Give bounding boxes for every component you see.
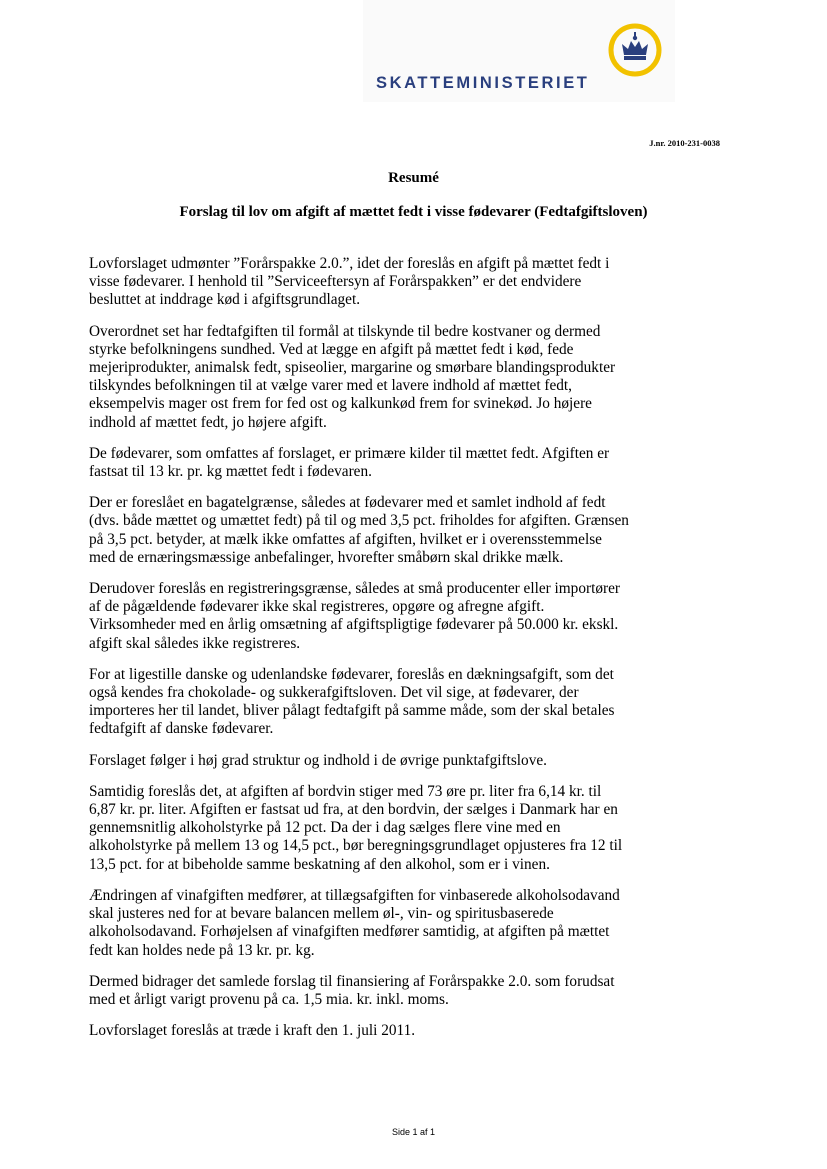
paragraph: Lovforslaget foreslås at træde i kraft den 1. juli 2011.	[89, 1022, 416, 1040]
paragraph: Lovforslaget udmønter ”Forårspakke 2.0.”, idet der foreslås en afgift på mættet fedt i visse fødevarer. I henhold til ”Serviceeftersyn af Forårspakken” er det endvidere besluttet at inddrage kød i afgiftsgrundlaget.	[89, 255, 610, 309]
skatteministeriet-logo	[363, 0, 675, 102]
page-number: Side 1 af 1	[391, 1127, 436, 1137]
logo-text: SKATTEMINISTERIET	[376, 74, 590, 92]
paragraph: Der er foreslået en bagatelgrænse, således at fødevarer med et samlet indhold af fedt (dvs. både mættet og umættet fedt) på til og med 3,5 pct. friholdes for afgiften. Grænsen på 3,5 pct. betyder, at mælk ikke omfattes af afgiften, hvilket er i overensstemmelse med de ernæringsmæssige anbefalinger, hvorefter småbørn skal drikke mælk.	[89, 494, 629, 566]
paragraph: Dermed bidrager det samlede forslag til finansiering af Forårspakke 2.0. som forudsat med et årligt varigt provenu på ca. 1,5 mia. kr. inkl. moms.	[89, 972, 615, 1008]
journal-number: J.nr. 2010-231-0038	[649, 138, 720, 148]
paragraph: For at ligestille danske og udenlandske fødevarer, foreslås en dækningsafgift, som det også kendes fra chokolade- og sukkerafgiftsloven. Det vil sige, at fødevarer, der importeres her til landet, bliver pålagt fedtafgift på samme måde, som der skal betales fedtafgift af danske fødevarer.	[89, 665, 615, 738]
paragraph: Ændringen af vinafgiften medfører, at tillægsafgiften for vinbaserede alkoholsodavand skal justeres ned for at bevare balancen mellem øl-, vin- og spiritusbaserede alkoholsodavand. Forhøjelsen af vinafgiften medfører samtidig, at afgiften på mættet fedt kan holdes nede på 13 kr. pr. kg.	[89, 886, 620, 959]
paragraph: Samtidig foreslås det, at afgiften af bordvin stiger med 73 øre pr. liter fra 6,14 kr. til 6,87 kr. pr. liter. Afgiften er fastsat ud fra, at den bordvin, der sælges i Danmark har en gennemsnitlig alkoholstyrke på 12 pct. Da der i dag sælges flere vine med en alkoholstyrke på mellem 13 og 14,5 pct., bør beregningsgrundlaget opjusteres fra 12 til 13,5 pct. for at bibeholde samme beskatning af den alkohol, som er i vinen.	[89, 782, 623, 873]
document-body	[89, 255, 629, 1053]
paragraph: Derudover foreslås en registreringsgrænse, således at små producenter eller importører af de pågældende fødevarer ikke skal registreres, opgøre og afregne afgift. Virksomheder med en årlig omsætning af afgiftspligtige fødevarer på 50.000 kr. ekskl. afgift skal således ikke registreres.	[89, 580, 620, 652]
crown-crest-icon	[607, 22, 663, 78]
paragraph: De fødevarer, som omfattes af forslaget, er primære kilder til mættet fedt. Afgiften er fastsat til 13 kr. pr. kg mættet fedt i fødevaren.	[89, 444, 610, 481]
paragraph: Overordnet set har fedtafgiften til formål at tilskynde til bedre kostvaner og dermed styrke befolkningens sundhed. Ved at lægge en afgift på mættet fedt i kød, fede mejeriprodukter, animalsk fedt, spiseolier, margarine og smørbare blandingsprodukter tilskyndes befolkningen til at vælge varer med et lavere indhold af mættet fedt, eksempelvis mager ost frem for fed ost og kalkunkød frem for svinekød. Jo højere indhold af mættet fedt, jo højere afgift.	[89, 322, 616, 431]
document-title: Resumé	[388, 170, 439, 186]
paragraph: Forslaget følger i høj grad struktur og indhold i de øvrige punktafgiftslove.	[89, 751, 547, 769]
document-subtitle: Forslag til lov om afgift af mættet fedt i visse fødevarer (Fedtafgiftsloven)	[179, 204, 648, 220]
